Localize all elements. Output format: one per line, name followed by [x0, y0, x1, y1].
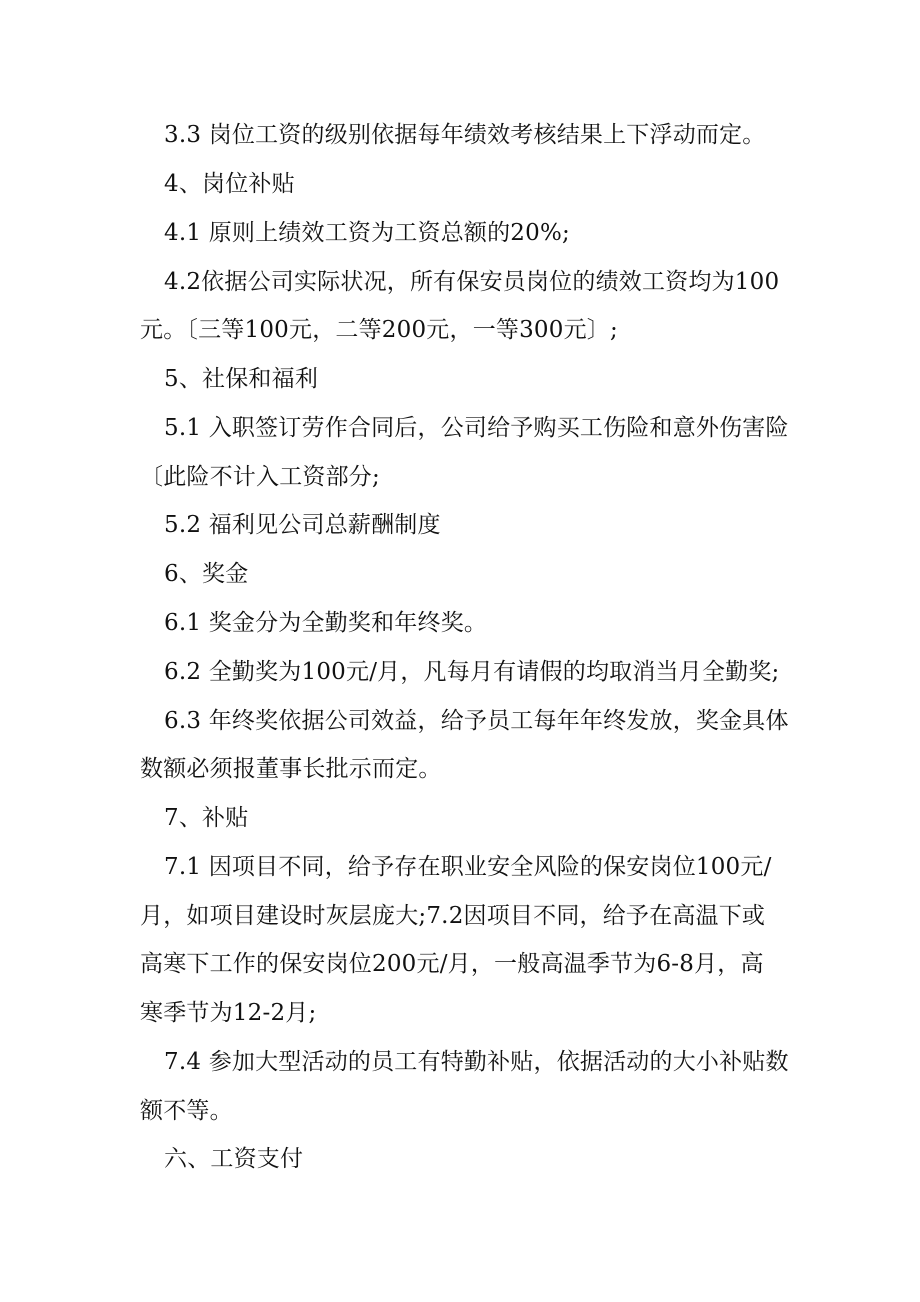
doc-line: 〔此险不计入工资部分;	[140, 464, 380, 490]
doc-line: 7.4 参加大型活动的员工有特勤补贴，依据活动的大小补贴数	[164, 1049, 789, 1075]
doc-line: 元。〔三等100元，二等200元，一等300元〕;	[140, 317, 618, 343]
doc-line: 数额必须报董事长批示而定。	[140, 756, 442, 782]
section-heading: 6、奖金	[164, 561, 249, 587]
doc-line: 4.2依据公司实际状况，所有保安员岗位的绩效工资均为100	[164, 269, 780, 295]
doc-line: 6.1 奖金分为全勤奖和年终奖。	[164, 610, 488, 636]
doc-line: 月，如项目建设时灰层庞大;7.2因项目不同，给予在高温下或	[140, 903, 766, 929]
section-heading: 4、岗位补贴	[164, 171, 295, 197]
section-heading: 5、社保和福利	[164, 366, 319, 392]
doc-line: 5.2 福利见公司总薪酬制度	[164, 512, 441, 538]
doc-line: 寒季节为12-2月;	[140, 1000, 317, 1026]
doc-line: 7.1 因项目不同，给予存在职业安全风险的保安岗位100元/	[164, 854, 772, 880]
section-heading: 7、补贴	[164, 805, 249, 831]
doc-line: 额不等。	[140, 1098, 233, 1124]
doc-line: 5.1 入职签订劳作合同后，公司给予购买工伤险和意外伤害险	[164, 415, 789, 441]
doc-line: 高寒下工作的保安岗位200元/月，一般高温季节为6-8月，高	[140, 951, 764, 977]
doc-line: 6.2 全勤奖为100元/月，凡每月有请假的均取消当月全勤奖;	[164, 659, 780, 685]
doc-line: 3.3 岗位工资的级别依据每年绩效考核结果上下浮动而定。	[164, 122, 766, 148]
section-heading: 六、工资支付	[164, 1146, 304, 1172]
doc-line: 4.1 原则上绩效工资为工资总额的20%;	[164, 220, 570, 246]
doc-line: 6.3 年终奖依据公司效益，给予员工每年年终发放，奖金具体	[164, 708, 789, 734]
